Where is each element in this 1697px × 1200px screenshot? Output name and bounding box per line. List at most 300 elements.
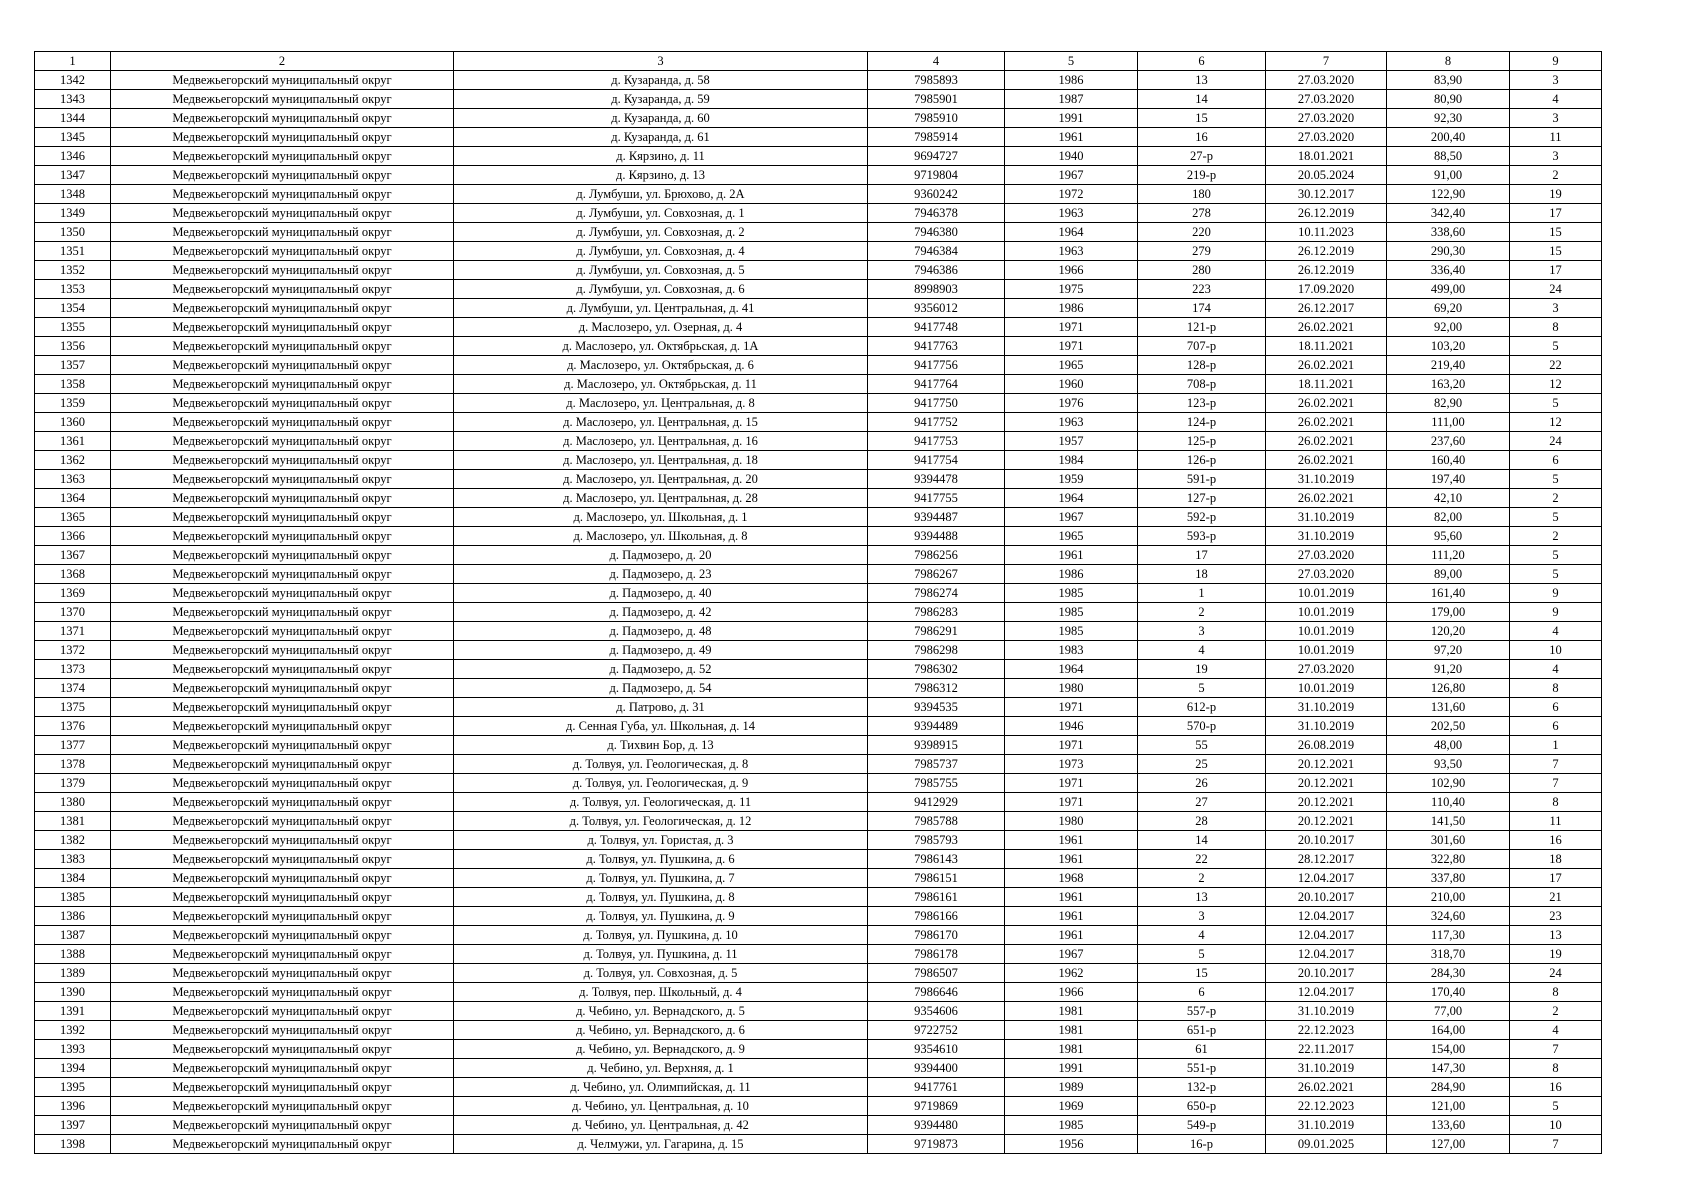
table-cell-col-6: 708-р (1138, 375, 1266, 394)
table-cell-col-7: 26.08.2019 (1266, 736, 1387, 755)
table-cell-col-2: Медвежьегорский муниципальный округ (111, 945, 454, 964)
table-cell-col-6: 25 (1138, 755, 1266, 774)
table-cell-col-9: 3 (1510, 109, 1602, 128)
table-cell-col-9: 17 (1510, 204, 1602, 223)
table-cell-col-1: 1377 (35, 736, 111, 755)
table-cell-col-6: 2 (1138, 603, 1266, 622)
table-cell-col-6: 128-р (1138, 356, 1266, 375)
table-cell-col-5: 1964 (1005, 660, 1138, 679)
table-cell-col-8: 322,80 (1387, 850, 1510, 869)
table-cell-col-1: 1390 (35, 983, 111, 1002)
table-cell-col-8: 111,00 (1387, 413, 1510, 432)
table-cell-col-5: 1980 (1005, 812, 1138, 831)
table-cell-col-8: 338,60 (1387, 223, 1510, 242)
table-cell-col-5: 1983 (1005, 641, 1138, 660)
table-cell-col-5: 1971 (1005, 318, 1138, 337)
table-cell-col-4: 7985914 (868, 128, 1005, 147)
table-cell-col-4: 7985893 (868, 71, 1005, 90)
table-cell-col-9: 5 (1510, 470, 1602, 489)
table-cell-col-1: 1394 (35, 1059, 111, 1078)
table-cell-col-8: 210,00 (1387, 888, 1510, 907)
table-cell-col-7: 12.04.2017 (1266, 869, 1387, 888)
table-cell-col-1: 1383 (35, 850, 111, 869)
table-cell-col-7: 26.12.2019 (1266, 261, 1387, 280)
table-cell-col-3: д. Кузаранда, д. 59 (454, 90, 868, 109)
table-cell-col-7: 12.04.2017 (1266, 926, 1387, 945)
table-cell-col-6: 123-р (1138, 394, 1266, 413)
table-cell-col-9: 1 (1510, 736, 1602, 755)
table-cell-col-5: 1967 (1005, 166, 1138, 185)
table-row (35, 318, 1602, 337)
table-cell-col-1: 1359 (35, 394, 111, 413)
table-cell-col-4: 7986312 (868, 679, 1005, 698)
table-cell-col-5: 1969 (1005, 1097, 1138, 1116)
table-cell-col-3: д. Маслозеро, ул. Октябрьская, д. 1А (454, 337, 868, 356)
table-cell-col-4: 9417748 (868, 318, 1005, 337)
table-cell-col-2: Медвежьегорский муниципальный округ (111, 736, 454, 755)
table-cell-col-2: Медвежьегорский муниципальный округ (111, 432, 454, 451)
table-cell-col-7: 31.10.2019 (1266, 717, 1387, 736)
table-cell-col-8: 499,00 (1387, 280, 1510, 299)
table-cell-col-1: 1368 (35, 565, 111, 584)
table-cell-col-6: 15 (1138, 109, 1266, 128)
table-cell-col-6: 707-р (1138, 337, 1266, 356)
table-cell-col-1: 1389 (35, 964, 111, 983)
table-cell-col-2: Медвежьегорский муниципальный округ (111, 641, 454, 660)
table-cell-col-8: 88,50 (1387, 147, 1510, 166)
table-row (35, 945, 1602, 964)
table-row (35, 1059, 1602, 1078)
table-cell-col-6: 6 (1138, 983, 1266, 1002)
table-cell-col-7: 22.12.2023 (1266, 1097, 1387, 1116)
table-cell-col-6: 127-р (1138, 489, 1266, 508)
table-cell-col-9: 11 (1510, 128, 1602, 147)
table-cell-col-7: 31.10.2019 (1266, 1116, 1387, 1135)
table-cell-col-8: 164,00 (1387, 1021, 1510, 1040)
table-cell-col-4: 8998903 (868, 280, 1005, 299)
table-cell-col-9: 5 (1510, 508, 1602, 527)
table-cell-col-3: д. Кузаранда, д. 58 (454, 71, 868, 90)
table-cell-col-4: 7985910 (868, 109, 1005, 128)
table-cell-col-2: Медвежьегорский муниципальный округ (111, 337, 454, 356)
table-cell-col-3: д. Маслозеро, ул. Центральная, д. 18 (454, 451, 868, 470)
table-cell-col-5: 1965 (1005, 527, 1138, 546)
table-cell-col-3: д. Кузаранда, д. 60 (454, 109, 868, 128)
table-cell-col-8: 126,80 (1387, 679, 1510, 698)
table-cell-col-3: д. Толвуя, ул. Пушкина, д. 11 (454, 945, 868, 964)
table-cell-col-6: 5 (1138, 679, 1266, 698)
table-cell-col-4: 7986143 (868, 850, 1005, 869)
table-cell-col-3: д. Падмозеро, д. 20 (454, 546, 868, 565)
table-cell-col-8: 219,40 (1387, 356, 1510, 375)
table-cell-col-9: 11 (1510, 812, 1602, 831)
table-cell-col-7: 27.03.2020 (1266, 90, 1387, 109)
column-header-5: 5 (1005, 52, 1138, 71)
table-cell-col-5: 1967 (1005, 945, 1138, 964)
table-cell-col-7: 12.04.2017 (1266, 983, 1387, 1002)
table-cell-col-5: 1965 (1005, 356, 1138, 375)
table-cell-col-3: д. Маслозеро, ул. Центральная, д. 16 (454, 432, 868, 451)
table-cell-col-8: 290,30 (1387, 242, 1510, 261)
table-cell-col-4: 9394480 (868, 1116, 1005, 1135)
table-cell-col-9: 2 (1510, 527, 1602, 546)
table-row (35, 679, 1602, 698)
table-cell-col-4: 9394400 (868, 1059, 1005, 1078)
table-cell-col-6: 4 (1138, 926, 1266, 945)
table-cell-col-2: Медвежьегорский муниципальный округ (111, 1059, 454, 1078)
table-cell-col-7: 27.03.2020 (1266, 660, 1387, 679)
registry-table (34, 51, 1602, 1154)
table-cell-col-4: 9417763 (868, 337, 1005, 356)
table-cell-col-3: д. Падмозеро, д. 52 (454, 660, 868, 679)
table-row (35, 812, 1602, 831)
table-cell-col-6: 174 (1138, 299, 1266, 318)
table-cell-col-7: 10.01.2019 (1266, 641, 1387, 660)
table-cell-col-9: 17 (1510, 261, 1602, 280)
table-cell-col-1: 1363 (35, 470, 111, 489)
table-cell-col-6: 55 (1138, 736, 1266, 755)
table-cell-col-9: 5 (1510, 546, 1602, 565)
table-cell-col-3: д. Толвуя, ул. Геологическая, д. 12 (454, 812, 868, 831)
table-cell-col-2: Медвежьегорский муниципальный округ (111, 850, 454, 869)
column-header-6: 6 (1138, 52, 1266, 71)
table-row (35, 1021, 1602, 1040)
table-cell-col-1: 1382 (35, 831, 111, 850)
table-cell-col-1: 1358 (35, 375, 111, 394)
table-cell-col-6: 2 (1138, 869, 1266, 888)
table-cell-col-2: Медвежьегорский муниципальный округ (111, 584, 454, 603)
table-cell-col-6: 14 (1138, 90, 1266, 109)
table-cell-col-7: 10.01.2019 (1266, 622, 1387, 641)
table-cell-col-4: 9417752 (868, 413, 1005, 432)
table-cell-col-9: 24 (1510, 964, 1602, 983)
table-row (35, 622, 1602, 641)
table-cell-col-9: 16 (1510, 831, 1602, 850)
table-cell-col-6: 19 (1138, 660, 1266, 679)
table-cell-col-8: 342,40 (1387, 204, 1510, 223)
table-cell-col-7: 10.01.2019 (1266, 584, 1387, 603)
table-row (35, 71, 1602, 90)
table-cell-col-5: 1940 (1005, 147, 1138, 166)
table-row (35, 394, 1602, 413)
table-cell-col-9: 8 (1510, 983, 1602, 1002)
table-cell-col-4: 7986646 (868, 983, 1005, 1002)
table-cell-col-2: Медвежьегорский муниципальный округ (111, 546, 454, 565)
table-cell-col-2: Медвежьегорский муниципальный округ (111, 489, 454, 508)
table-row (35, 793, 1602, 812)
table-cell-col-9: 9 (1510, 584, 1602, 603)
table-cell-col-2: Медвежьегорский муниципальный округ (111, 1097, 454, 1116)
table-cell-col-2: Медвежьегорский муниципальный округ (111, 299, 454, 318)
table-cell-col-2: Медвежьегорский муниципальный округ (111, 888, 454, 907)
table-cell-col-9: 7 (1510, 755, 1602, 774)
table-cell-col-6: 280 (1138, 261, 1266, 280)
table-cell-col-4: 7985737 (868, 755, 1005, 774)
table-cell-col-9: 7 (1510, 1135, 1602, 1154)
table-cell-col-4: 9719804 (868, 166, 1005, 185)
table-cell-col-8: 154,00 (1387, 1040, 1510, 1059)
table-cell-col-4: 9719869 (868, 1097, 1005, 1116)
table-cell-col-1: 1384 (35, 869, 111, 888)
table-cell-col-9: 19 (1510, 945, 1602, 964)
table-row (35, 223, 1602, 242)
column-header-2: 2 (111, 52, 454, 71)
table-row (35, 451, 1602, 470)
table-cell-col-8: 83,90 (1387, 71, 1510, 90)
table-cell-col-7: 10.01.2019 (1266, 679, 1387, 698)
table-cell-col-6: 650-р (1138, 1097, 1266, 1116)
table-cell-col-3: д. Маслозеро, ул. Октябрьская, д. 6 (454, 356, 868, 375)
table-cell-col-4: 9394535 (868, 698, 1005, 717)
table-cell-col-7: 31.10.2019 (1266, 508, 1387, 527)
table-cell-col-3: д. Кузаранда, д. 61 (454, 128, 868, 147)
table-cell-col-2: Медвежьегорский муниципальный округ (111, 793, 454, 812)
table-cell-col-1: 1381 (35, 812, 111, 831)
table-cell-col-7: 26.02.2021 (1266, 356, 1387, 375)
table-cell-col-8: 237,60 (1387, 432, 1510, 451)
table-cell-col-9: 6 (1510, 451, 1602, 470)
table-cell-col-3: д. Толвуя, ул. Совхозная, д. 5 (454, 964, 868, 983)
table-cell-col-8: 301,60 (1387, 831, 1510, 850)
table-cell-col-2: Медвежьегорский муниципальный округ (111, 185, 454, 204)
table-cell-col-5: 1960 (1005, 375, 1138, 394)
table-cell-col-1: 1349 (35, 204, 111, 223)
table-cell-col-9: 4 (1510, 622, 1602, 641)
table-cell-col-9: 5 (1510, 394, 1602, 413)
table-cell-col-2: Медвежьегорский муниципальный округ (111, 318, 454, 337)
table-cell-col-8: 163,20 (1387, 375, 1510, 394)
table-cell-col-7: 26.12.2017 (1266, 299, 1387, 318)
table-cell-col-7: 26.02.2021 (1266, 432, 1387, 451)
table-cell-col-9: 6 (1510, 698, 1602, 717)
table-cell-col-1: 1374 (35, 679, 111, 698)
table-cell-col-1: 1361 (35, 432, 111, 451)
table-cell-col-4: 9719873 (868, 1135, 1005, 1154)
table-cell-col-7: 09.01.2025 (1266, 1135, 1387, 1154)
table-cell-col-3: д. Падмозеро, д. 23 (454, 565, 868, 584)
table-cell-col-9: 2 (1510, 1002, 1602, 1021)
table-cell-col-2: Медвежьегорский муниципальный округ (111, 356, 454, 375)
table-cell-col-3: д. Лумбуши, ул. Совхозная, д. 2 (454, 223, 868, 242)
table-cell-col-6: 27-р (1138, 147, 1266, 166)
table-cell-col-3: д. Маслозеро, ул. Центральная, д. 20 (454, 470, 868, 489)
table-cell-col-3: д. Толвуя, ул. Пушкина, д. 8 (454, 888, 868, 907)
table-cell-col-9: 10 (1510, 641, 1602, 660)
table-cell-col-1: 1396 (35, 1097, 111, 1116)
table-cell-col-8: 197,40 (1387, 470, 1510, 489)
table-cell-col-9: 3 (1510, 147, 1602, 166)
table-cell-col-1: 1393 (35, 1040, 111, 1059)
table-cell-col-1: 1347 (35, 166, 111, 185)
table-cell-col-8: 202,50 (1387, 717, 1510, 736)
table-row (35, 831, 1602, 850)
table-cell-col-6: 592-р (1138, 508, 1266, 527)
table-row (35, 755, 1602, 774)
table-cell-col-9: 8 (1510, 318, 1602, 337)
table-cell-col-6: 126-р (1138, 451, 1266, 470)
table-cell-col-5: 1975 (1005, 280, 1138, 299)
table-cell-col-5: 1963 (1005, 413, 1138, 432)
table-cell-col-9: 6 (1510, 717, 1602, 736)
table-cell-col-7: 20.12.2021 (1266, 812, 1387, 831)
table-cell-col-9: 13 (1510, 926, 1602, 945)
table-cell-col-7: 27.03.2020 (1266, 109, 1387, 128)
table-cell-col-6: 121-р (1138, 318, 1266, 337)
table-cell-col-1: 1397 (35, 1116, 111, 1135)
table-cell-col-4: 9394487 (868, 508, 1005, 527)
table-cell-col-3: д. Падмозеро, д. 42 (454, 603, 868, 622)
table-cell-col-8: 131,60 (1387, 698, 1510, 717)
table-cell-col-8: 117,30 (1387, 926, 1510, 945)
table-row (35, 907, 1602, 926)
table-row (35, 660, 1602, 679)
table-row (35, 147, 1602, 166)
table-cell-col-4: 9412929 (868, 793, 1005, 812)
table-cell-col-1: 1391 (35, 1002, 111, 1021)
table-cell-col-6: 220 (1138, 223, 1266, 242)
table-cell-col-1: 1392 (35, 1021, 111, 1040)
table-row (35, 888, 1602, 907)
table-cell-col-4: 7946386 (868, 261, 1005, 280)
table-cell-col-1: 1360 (35, 413, 111, 432)
table-cell-col-5: 1971 (1005, 337, 1138, 356)
table-cell-col-7: 18.11.2021 (1266, 375, 1387, 394)
table-cell-col-4: 9417756 (868, 356, 1005, 375)
table-cell-col-1: 1372 (35, 641, 111, 660)
table-cell-col-3: д. Падмозеро, д. 49 (454, 641, 868, 660)
table-cell-col-3: д. Падмозеро, д. 48 (454, 622, 868, 641)
table-cell-col-7: 20.10.2017 (1266, 831, 1387, 850)
table-cell-col-3: д. Чебино, ул. Вернадского, д. 6 (454, 1021, 868, 1040)
table-cell-col-3: д. Сенная Губа, ул. Школьная, д. 14 (454, 717, 868, 736)
table-cell-col-2: Медвежьегорский муниципальный округ (111, 622, 454, 641)
table-cell-col-7: 27.03.2020 (1266, 128, 1387, 147)
table-cell-col-8: 42,10 (1387, 489, 1510, 508)
table-cell-col-4: 7986170 (868, 926, 1005, 945)
table-cell-col-2: Медвежьегорский муниципальный округ (111, 812, 454, 831)
table-cell-col-8: 69,20 (1387, 299, 1510, 318)
table-cell-col-7: 26.02.2021 (1266, 394, 1387, 413)
table-cell-col-4: 7985788 (868, 812, 1005, 831)
table-cell-col-6: 28 (1138, 812, 1266, 831)
table-cell-col-3: д. Лумбуши, ул. Центральная, д. 41 (454, 299, 868, 318)
table-cell-col-3: д. Чебино, ул. Центральная, д. 10 (454, 1097, 868, 1116)
table-row (35, 261, 1602, 280)
table-cell-col-5: 1971 (1005, 736, 1138, 755)
table-cell-col-8: 324,60 (1387, 907, 1510, 926)
table-cell-col-6: 124-р (1138, 413, 1266, 432)
table-cell-col-2: Медвежьегорский муниципальный округ (111, 1002, 454, 1021)
table-cell-col-6: 16-р (1138, 1135, 1266, 1154)
table-row (35, 698, 1602, 717)
table-cell-col-9: 22 (1510, 356, 1602, 375)
table-cell-col-8: 120,20 (1387, 622, 1510, 641)
table-cell-col-3: д. Маслозеро, ул. Центральная, д. 8 (454, 394, 868, 413)
table-cell-col-4: 9354606 (868, 1002, 1005, 1021)
table-cell-col-1: 1364 (35, 489, 111, 508)
column-header-4: 4 (868, 52, 1005, 71)
table-cell-col-5: 1961 (1005, 546, 1138, 565)
table-cell-col-6: 14 (1138, 831, 1266, 850)
table-cell-col-6: 591-р (1138, 470, 1266, 489)
table-row (35, 432, 1602, 451)
table-cell-col-6: 551-р (1138, 1059, 1266, 1078)
table-cell-col-4: 7985755 (868, 774, 1005, 793)
table-cell-col-1: 1371 (35, 622, 111, 641)
table-row (35, 1097, 1602, 1116)
table-cell-col-6: 18 (1138, 565, 1266, 584)
table-cell-col-9: 24 (1510, 280, 1602, 299)
table-cell-col-1: 1346 (35, 147, 111, 166)
table-cell-col-5: 1976 (1005, 394, 1138, 413)
table-cell-col-9: 8 (1510, 1059, 1602, 1078)
table-cell-col-8: 80,90 (1387, 90, 1510, 109)
table-row (35, 280, 1602, 299)
table-cell-col-6: 61 (1138, 1040, 1266, 1059)
table-row (35, 204, 1602, 223)
table-cell-col-4: 9417761 (868, 1078, 1005, 1097)
table-cell-col-2: Медвежьегорский муниципальный округ (111, 1021, 454, 1040)
table-cell-col-9: 18 (1510, 850, 1602, 869)
table-row (35, 299, 1602, 318)
table-row (35, 337, 1602, 356)
table-row (35, 584, 1602, 603)
table-cell-col-4: 7986274 (868, 584, 1005, 603)
table-cell-col-4: 7986256 (868, 546, 1005, 565)
table-cell-col-4: 7986166 (868, 907, 1005, 926)
table-cell-col-3: д. Лумбуши, ул. Совхозная, д. 5 (454, 261, 868, 280)
table-cell-col-4: 9417755 (868, 489, 1005, 508)
table-cell-col-1: 1375 (35, 698, 111, 717)
table-cell-col-6: 612-р (1138, 698, 1266, 717)
table-row (35, 356, 1602, 375)
table-cell-col-2: Медвежьегорский муниципальный округ (111, 470, 454, 489)
table-cell-col-7: 10.11.2023 (1266, 223, 1387, 242)
table-cell-col-3: д. Маслозеро, ул. Озерная, д. 4 (454, 318, 868, 337)
table-cell-col-9: 4 (1510, 660, 1602, 679)
table-row (35, 926, 1602, 945)
table-row (35, 1116, 1602, 1135)
table-cell-col-3: д. Толвуя, ул. Геологическая, д. 9 (454, 774, 868, 793)
table-row (35, 242, 1602, 261)
table-cell-col-8: 102,90 (1387, 774, 1510, 793)
table-row (35, 774, 1602, 793)
table-cell-col-5: 1962 (1005, 964, 1138, 983)
table-cell-col-3: д. Толвуя, ул. Геологическая, д. 11 (454, 793, 868, 812)
table-cell-col-4: 9354610 (868, 1040, 1005, 1059)
table-row (35, 413, 1602, 432)
table-cell-col-5: 1987 (1005, 90, 1138, 109)
table-cell-col-5: 1986 (1005, 299, 1138, 318)
table-cell-col-4: 7986507 (868, 964, 1005, 983)
table-cell-col-2: Медвежьегорский муниципальный округ (111, 907, 454, 926)
table-row (35, 964, 1602, 983)
table-cell-col-9: 2 (1510, 166, 1602, 185)
table-cell-col-5: 1961 (1005, 831, 1138, 850)
table-cell-col-6: 3 (1138, 907, 1266, 926)
table-row (35, 546, 1602, 565)
table-cell-col-7: 17.09.2020 (1266, 280, 1387, 299)
table-cell-col-2: Медвежьегорский муниципальный округ (111, 1040, 454, 1059)
table-cell-col-2: Медвежьегорский муниципальный округ (111, 926, 454, 945)
table-cell-col-4: 7986298 (868, 641, 1005, 660)
table-cell-col-5: 1989 (1005, 1078, 1138, 1097)
table-cell-col-3: д. Маслозеро, ул. Октябрьская, д. 11 (454, 375, 868, 394)
table-cell-col-1: 1395 (35, 1078, 111, 1097)
table-cell-col-8: 127,00 (1387, 1135, 1510, 1154)
table-cell-col-2: Медвежьегорский муниципальный округ (111, 698, 454, 717)
table-cell-col-9: 12 (1510, 413, 1602, 432)
